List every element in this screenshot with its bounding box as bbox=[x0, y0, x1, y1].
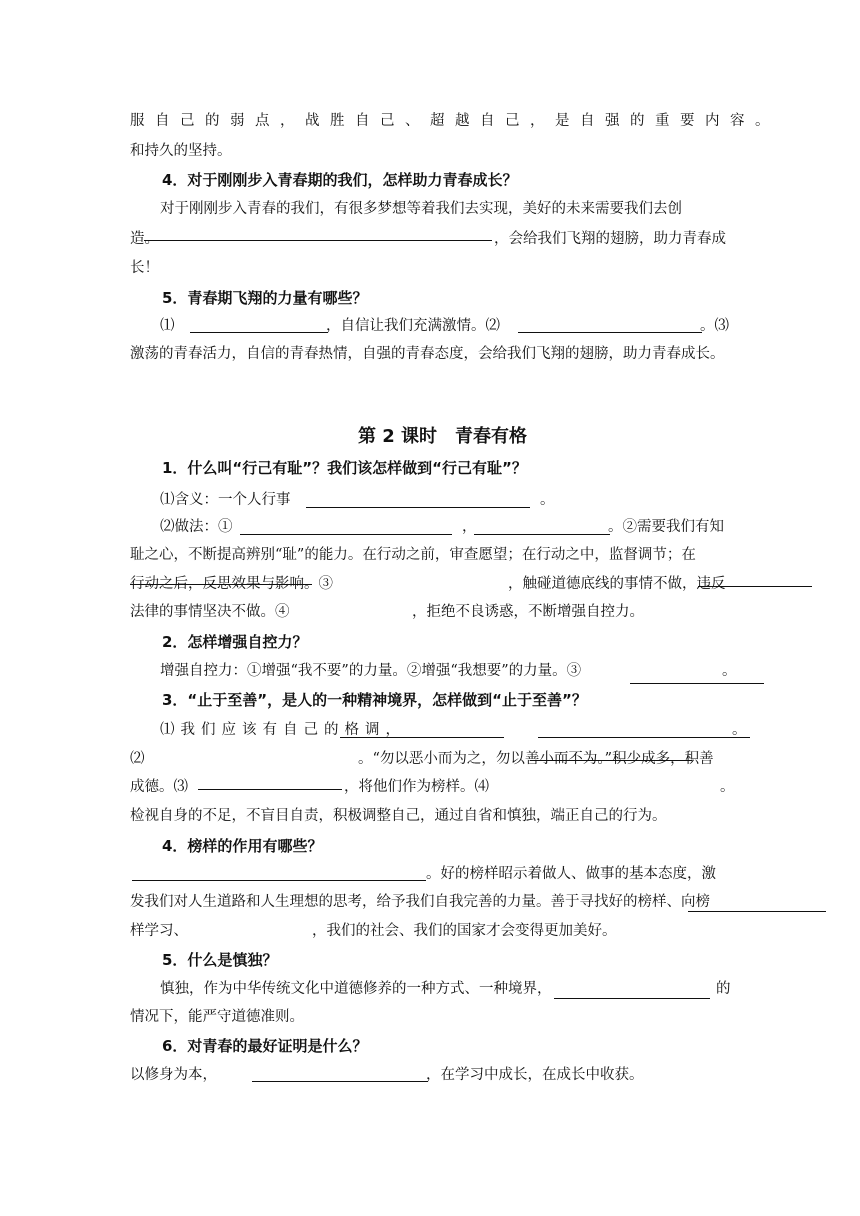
paragraph-line: ，我们的社会、我们的国家才会变得更加美好。 bbox=[312, 923, 617, 939]
answer-blank[interactable] bbox=[698, 586, 812, 587]
paragraph-line: 激荡的青春活力，自信的青春热情，自强的青春态度，会给我们飞翔的翅膀，助力青春成长。 bbox=[130, 346, 725, 362]
question-heading: 3．“止于至善”，是人的一种精神境界，怎样做到“止于至善”？ bbox=[162, 691, 587, 709]
paragraph-line: ， bbox=[462, 519, 477, 535]
paragraph-line: 。 bbox=[732, 722, 747, 738]
answer-blank[interactable] bbox=[144, 240, 492, 241]
answer-blank[interactable] bbox=[252, 1081, 428, 1082]
paragraph-line: 检视自身的不足，不盲目自责，积极调整自己，通过自省和慎独，端正自己的行为。 bbox=[130, 808, 667, 824]
paragraph-line: 长！ bbox=[130, 260, 159, 276]
answer-blank[interactable] bbox=[474, 534, 610, 535]
paragraph-line: ⑴ bbox=[160, 318, 175, 334]
question-heading: 5．什么是慎独？ bbox=[162, 951, 278, 969]
answer-blank[interactable] bbox=[688, 911, 826, 912]
paragraph-line: 。 bbox=[722, 663, 737, 679]
answer-blank[interactable] bbox=[630, 683, 764, 684]
answer-blank[interactable] bbox=[538, 737, 750, 738]
paragraph-line: 。②需要我们有知 bbox=[608, 519, 724, 535]
paragraph-line: 。 bbox=[720, 779, 735, 795]
paragraph-line: 样学习、 bbox=[130, 923, 188, 939]
paragraph-line: ，触碰道德底线的事情不做，违反 bbox=[508, 576, 726, 592]
strike-line bbox=[530, 760, 692, 761]
question-heading: 2．怎样增强自控力？ bbox=[162, 633, 308, 651]
paragraph-line: 增强自控力：①增强“我不要”的力量。②增强“我想要”的力量。③ bbox=[160, 663, 582, 679]
paragraph-line: 以修身为本， bbox=[130, 1067, 217, 1083]
question-heading: 4．对于刚刚步入青春期的我们，怎样助力青春成长？ bbox=[162, 171, 518, 189]
paragraph-line: 。⑶ bbox=[700, 318, 729, 334]
paragraph-line: ⑵ bbox=[130, 751, 145, 767]
paragraph-line: 。“勿以恶小而为之，勿以善小而不为。”积少成多，积善 bbox=[358, 751, 714, 767]
answer-blank[interactable] bbox=[198, 789, 342, 790]
paragraph-line: 造。 bbox=[130, 231, 159, 247]
answer-blank[interactable] bbox=[240, 534, 452, 535]
paragraph-line: 。 bbox=[540, 492, 555, 508]
answer-blank[interactable] bbox=[132, 880, 426, 881]
paragraph-line: ，自信让我们充满激情。⑵ bbox=[326, 318, 500, 334]
paragraph-line: 慎独，作为中华传统文化中道德修养的一种方式、一种境界， bbox=[160, 981, 552, 997]
question-heading: 6．对青春的最好证明是什么？ bbox=[162, 1037, 368, 1055]
paragraph-line: 对于刚刚步入青春的我们，有很多梦想等着我们去实现，美好的未来需要我们去创 bbox=[160, 201, 682, 217]
paragraph-line: ，将他们作为榜样。⑷ bbox=[344, 779, 489, 795]
paragraph-line: 的 bbox=[716, 981, 731, 997]
paragraph-line: ，会给我们飞翔的翅膀，助力青春成 bbox=[494, 231, 726, 247]
paragraph-line: 成德。⑶ bbox=[130, 779, 188, 795]
paragraph-line: ⑵做法：① bbox=[160, 519, 233, 535]
question-heading: 5．青春期飞翔的力量有哪些？ bbox=[162, 289, 368, 307]
paragraph-line: ，在学习中成长，在成长中收获。 bbox=[426, 1067, 644, 1083]
answer-blank[interactable] bbox=[306, 507, 530, 508]
question-heading: 4．榜样的作用有哪些？ bbox=[162, 837, 323, 855]
paragraph-line: 。好的榜样昭示着做人、做事的基本态度，激 bbox=[426, 866, 716, 882]
paragraph-line: ⑴我们应该有自己的格调， bbox=[160, 722, 406, 738]
question-heading: 1．什么叫“行己有耻”？我们该怎样做到“行己有耻”？ bbox=[162, 459, 527, 477]
lesson-title: 第 2 课时 青春有格 bbox=[358, 426, 528, 447]
paragraph-line: ⑴含义：一个人行事 bbox=[160, 492, 291, 508]
strike-line bbox=[130, 584, 312, 585]
answer-blank[interactable] bbox=[554, 998, 710, 999]
continuation-line: 服自己的弱点，战胜自己、超越自己，是自强的重要内容。 bbox=[130, 113, 780, 129]
paragraph-line: 情况下，能严守道德准则。 bbox=[130, 1009, 304, 1025]
paragraph-line: 行动之后，反思效果与影响。③ bbox=[130, 576, 333, 592]
continuation-line: 和持久的坚持。 bbox=[130, 143, 232, 159]
answer-blank[interactable] bbox=[340, 737, 504, 738]
paragraph-line: 法律的事情坚决不做。④ bbox=[130, 604, 290, 620]
answer-blank[interactable] bbox=[190, 332, 328, 333]
paragraph-line: 发我们对人生道路和人生理想的思考，给予我们自我完善的力量。善于寻找好的榜样、向榜 bbox=[130, 894, 710, 910]
paragraph-line: 耻之心，不断提高辨别“耻”的能力。在行动之前，审查愿望；在行动之中，监督调节；在 bbox=[130, 547, 696, 563]
paragraph-line: ，拒绝不良诱惑，不断增强自控力。 bbox=[412, 604, 644, 620]
answer-blank[interactable] bbox=[518, 332, 702, 333]
